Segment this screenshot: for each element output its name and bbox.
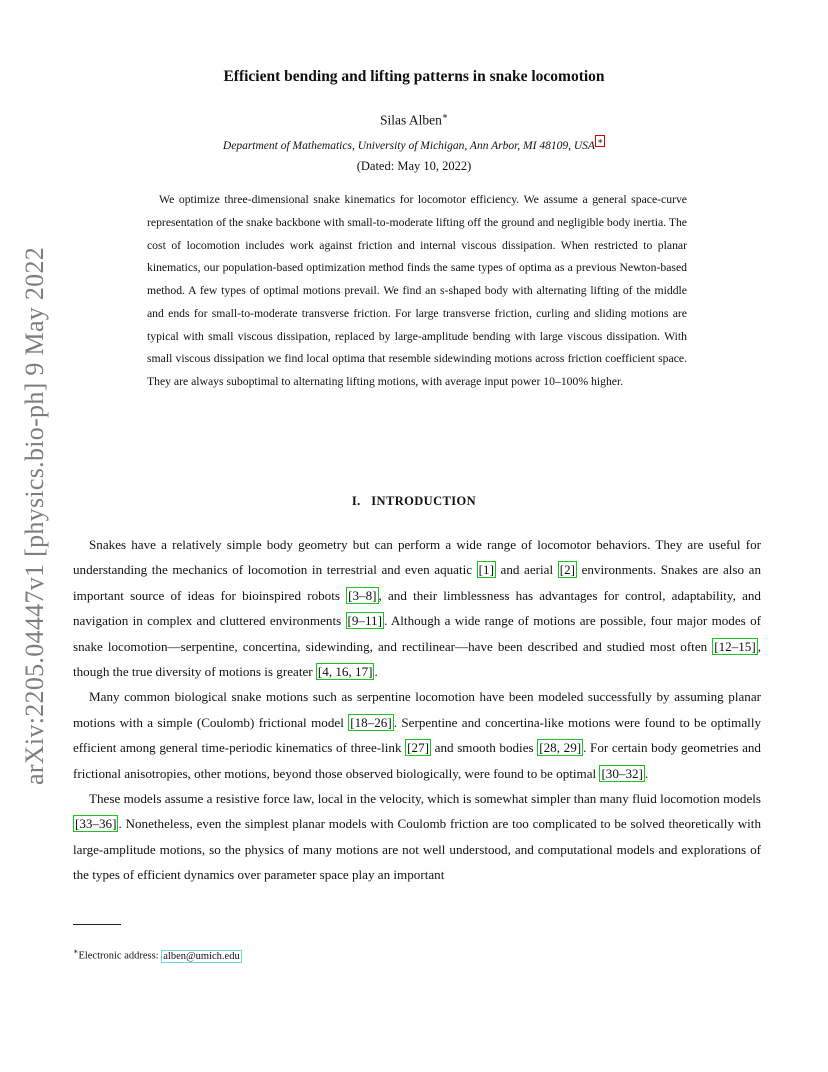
footnote-link[interactable]: ∗ <box>596 136 604 146</box>
paragraph-text: Snakes have a relatively simple body geometry but can perform a wide range of locomotor behaviors. They are useful for understanding the mechanics of locomotion in terrestrial and even aquatic <box>73 537 761 578</box>
date-line: (Dated: May 10, 2022) <box>356 159 472 173</box>
paragraph-text: . For certain body geometries and frictional anisotropies, other motions, beyond those observed biologically, were found to be optimal <box>73 740 761 781</box>
intro-paragraph <box>73 786 761 888</box>
paragraph-text: . Serpentine and concertina-like motions were found to be optimally efficient among general time-periodic kinematics of three-link <box>73 714 761 756</box>
paper-title: Efficient bending and lifting patterns in snake locomotion <box>223 68 605 85</box>
citation-link[interactable]: [27] <box>407 740 429 756</box>
body-text <box>73 532 761 888</box>
citation-link[interactable]: [1] <box>478 562 494 578</box>
section-title: INTRODUCTION <box>371 494 477 508</box>
arxiv-identifier-stamp: arXiv:2205.04447v1 [physics.bio-ph] 9 May 2022 <box>20 246 49 785</box>
citation-link[interactable]: [28, 29] <box>539 740 582 756</box>
paragraph-text: and aerial <box>495 562 558 578</box>
intro-paragraph <box>73 684 761 786</box>
citation-link[interactable]: [2] <box>559 562 575 578</box>
paragraph-text: . <box>374 664 378 680</box>
paragraph-text: These models assume a resistive force law, local in the velocity, which is somewhat simpler than many fluid locomotion models <box>89 791 761 807</box>
abstract: We optimize three-dimensional snake kinematics for locomotor efficiency. We assume a general space-curve representation of the snake backbone with small-to-moderate lifting off the ground and negligible body inertia. The cost of locomotion includes work against friction and internal viscous dissipation. When restricted to planar kinematics, our population-based optimization method finds the same types of optima as a previous Newton-based method. A few types of optimal motions prevail. We find an s-shaped body with alternating lifting of the middle and ends for small-to-moderate transverse friction. For large transverse friction, curling and sliding motions are typical with small viscous dissipation, replaced by large-amplitude bending with large viscous dissipation. With small viscous dissipation we find local optima that resemble sidewinding motions across friction coefficient space. They are always suboptimal to alternating lifting motions, with average input power 10–100% higher. <box>147 193 687 388</box>
paragraph-text: . Although a wide range of motions are possible, four major modes of snake locomotion—serpentine, concertina, sidewinding, and rectilinear—have been described and studied most often <box>73 613 761 654</box>
paragraph-text: environments. Snakes are also an important source of ideas for bioinspired robots <box>73 562 762 603</box>
paragraph-text: Many common biological snake motions such as serpentine locomotion have been modeled successfully by assuming planar motions with a simple (Coulomb) frictional model <box>73 689 761 730</box>
author-name: Silas Alben <box>379 112 442 128</box>
citation-link[interactable]: [9–11] <box>347 613 382 629</box>
citation-link[interactable]: [12–15] <box>714 638 756 654</box>
footnote-rule <box>73 924 121 925</box>
section-number: I. <box>351 494 361 508</box>
paragraph-text: . <box>644 765 649 781</box>
citation-link[interactable]: [33–36] <box>75 816 117 832</box>
paragraph-text: and smooth bodies <box>431 740 538 756</box>
email-link[interactable]: alben@umich.edu <box>163 950 240 962</box>
paragraph-text: . Nonetheless, even the simplest planar models with Coulomb friction are too complicated to be solved theoretically with large-amplitude motions, so the physics of many motions are not well understood, and computational models and explorations of the types of efficient dynamics over parameter space play an important <box>73 816 761 883</box>
citation-link[interactable]: [4, 16, 17] <box>317 664 373 680</box>
author-mark: ∗ <box>441 111 448 121</box>
author-line <box>0 111 828 129</box>
paragraph-text: , and their limblessness has advantages for control, adaptability, and navigation in complex and cluttered environments <box>73 587 761 629</box>
affiliation-line <box>0 136 828 152</box>
footnote-mark: ∗ <box>73 947 79 956</box>
citation-link[interactable]: [18–26] <box>350 714 392 730</box>
section-heading <box>0 494 828 509</box>
footnote <box>73 947 242 962</box>
affiliation: Department of Mathematics, University of Michigan, Ann Arbor, MI 48109, USA <box>222 139 595 152</box>
citation-link[interactable]: [30–32] <box>601 765 643 781</box>
footnote-label: Electronic address: <box>78 950 162 962</box>
paragraph-text: , though the true diversity of motions is greater <box>73 638 761 680</box>
citation-link[interactable]: [3–8] <box>348 587 377 603</box>
intro-paragraph <box>73 532 761 684</box>
